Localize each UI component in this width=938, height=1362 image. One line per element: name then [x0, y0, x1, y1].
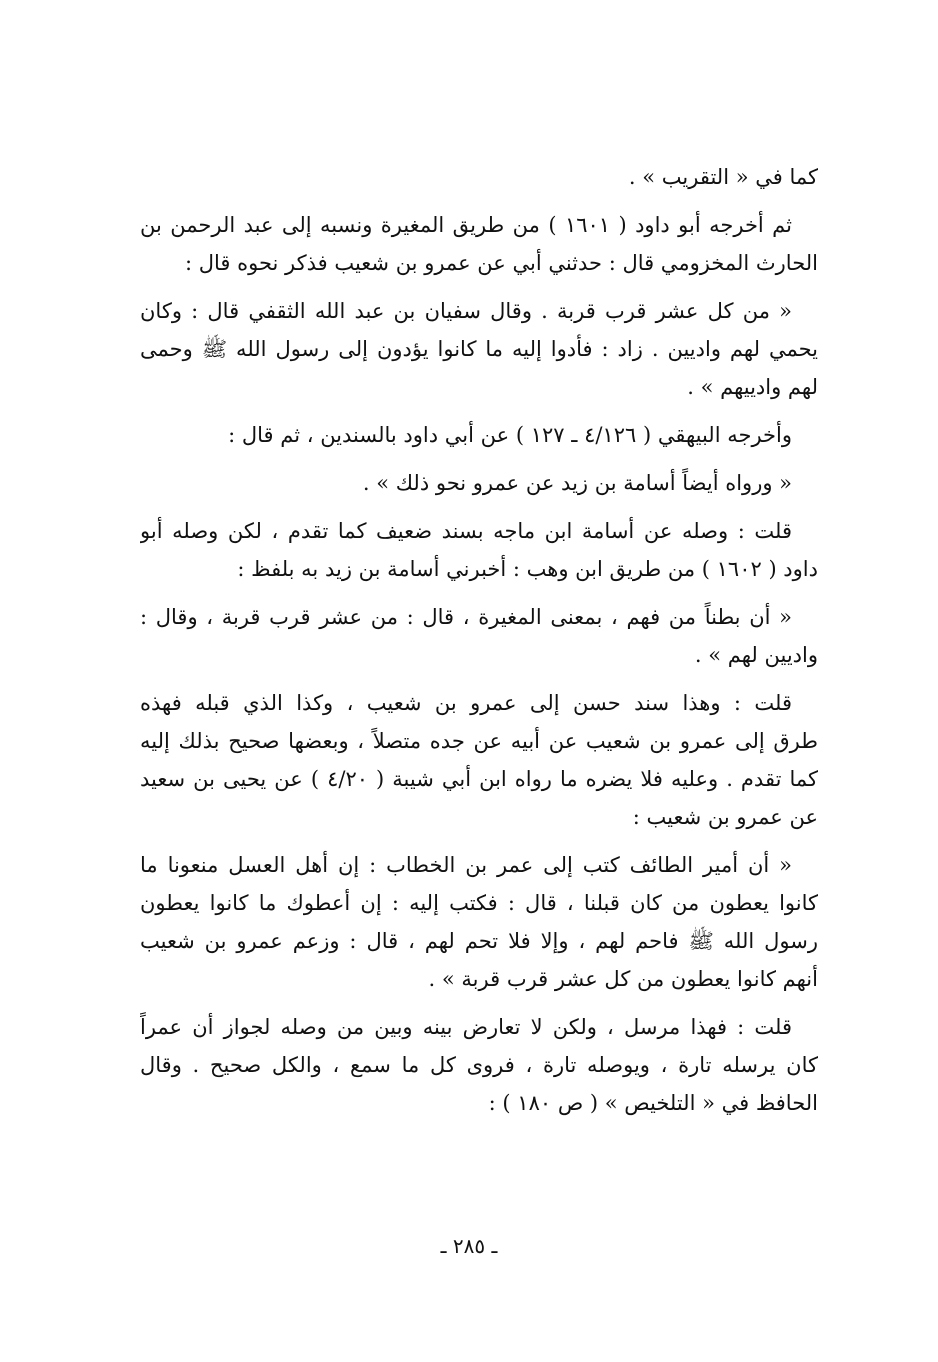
text-line: الحارث المخزومي قال : حدثني أبي عن عمرو بن شعيب فذكر نحوه قال : — [184, 251, 818, 275]
text-line: « من كل عشر قرب قربة . وقال سفيان بن عبد الله الثقفي قال : وكان — [140, 299, 792, 323]
text-line: داود ( ١٦٠٢ ) من طريق ابن وهب : أخبرني أسامة بن زيد به بلفظ : — [237, 557, 818, 581]
paragraph-2 — [140, 206, 818, 282]
text-line: ثم أخرجه أبو داود ( ١٦٠١ ) من طريق المغيرة ونسبه إلى عبد الرحمن بن — [140, 213, 792, 237]
text-line: كما في « التقريب » . — [628, 165, 818, 189]
text-line: قلت : وصله عن أسامة ابن ماجه بسند ضعيف كما تقدم ، لكن وصله أبو — [140, 519, 792, 543]
text-line: قلت : وهذا سند حسن إلى عمرو بن شعيب ، وكذا الذي قبله فهذه — [140, 691, 792, 715]
text-line: « ورواه أيضاً أسامة بن زيد عن عمرو نحو ذلك » . — [362, 471, 792, 495]
text-line: « أن أمير الطائف كتب إلى عمر بن الخطاب : إن أهل العسل منعونا ما — [140, 853, 792, 877]
text-line: « أن بطناً من فهم ، بمعنى المغيرة ، قال : من عشر قرب قربة ، وقال : — [140, 605, 792, 629]
paragraph-8-quote — [140, 846, 818, 998]
text-line: وأخرجه البيهقي ( ٤/١٢٦ ـ ١٢٧ ) عن أبي داود بالسندين ، ثم قال : — [228, 423, 792, 447]
text-line: يحمي لهم واديين . زاد : فأدوا إليه ما كانوا يؤدون إلى رسول الله ﷺ وحمى — [140, 337, 818, 361]
paragraph-9 — [140, 1008, 818, 1122]
text-line: كان يرسله تارة ، ويوصله تارة ، فروى كل ما سمع ، والكل صحيح . وقال — [140, 1053, 818, 1077]
body-text — [140, 158, 818, 1122]
text-line: قلت : فهذا مرسل ، ولكن لا تعارض بينه وبين من وصله لجواز أن عمراً — [140, 1015, 792, 1039]
text-line: كانوا يعطون من كان قبلنا ، قال : فكتب إليه : إن أعطوك ما كانوا يعطون — [140, 891, 818, 915]
page-number: ـ ٢٨٥ ـ — [440, 1234, 498, 1258]
paragraph-5 — [140, 512, 818, 588]
text-line: طرق إلى عمرو بن شعيب عن أبيه عن جده متصلاً ، وبعضها صحيح بذلك إليه — [140, 729, 818, 753]
text-line: الحافظ في « التلخيص » ( ص ١٨٠ ) : — [488, 1091, 818, 1115]
text-line: لهم وادييهم » . — [687, 375, 818, 399]
paragraph-4 — [140, 416, 818, 502]
paragraph-3-quote — [140, 292, 818, 406]
text-line: عن عمرو بن شعيب : — [632, 805, 818, 829]
paragraph-6-quote — [140, 598, 818, 674]
paragraph-1 — [140, 158, 818, 196]
text-line: أنهم كانوا يعطون من كل عشر قرب قربة » . — [428, 967, 818, 991]
text-line: واديين لهم » . — [694, 643, 818, 667]
paragraph-7 — [140, 684, 818, 836]
text-line: رسول الله ﷺ فاحم لهم ، وإلا فلا تحم لهم ، قال : وزعم عمرو بن شعيب — [140, 929, 818, 953]
text-line: كما تقدم . وعليه فلا يضره ما رواه ابن أبي شيبة ( ٤/٢٠ ) عن يحيى بن سعيد — [140, 767, 818, 791]
